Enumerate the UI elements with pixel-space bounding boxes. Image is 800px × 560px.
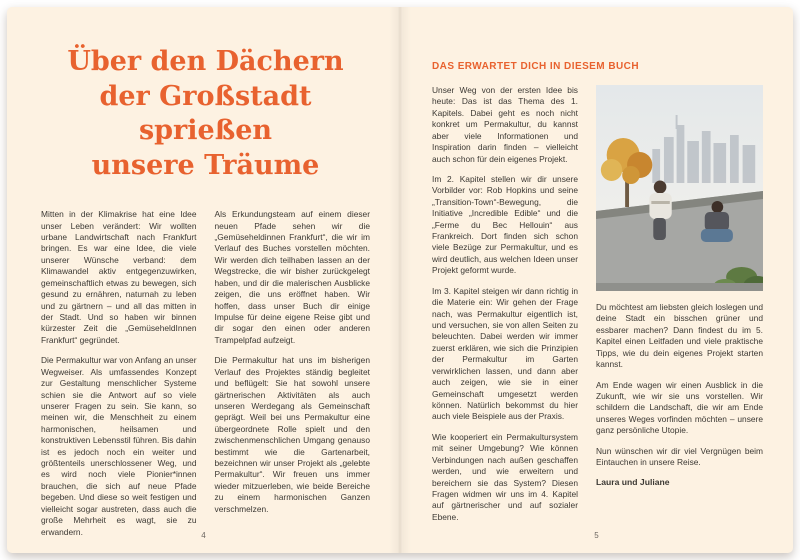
page-title [41, 45, 370, 183]
page-number-left: 4 [201, 531, 206, 540]
paragraph: Als Erkundungsteam auf einem dieser neuen Pfade sehen wir die „Gemüseheldinnen Frankfurt“, die wir im Verlauf des Buches vorstellen möchten. Wir werden dich teilhaben lassen an der Wegstrecke, die wir bisher zurückgelegt haben, und dir die malerischen Ausblicke zeigen, die uns eröffnet haben. Wir hoffen, dass unser Buch dir einige Impulse für deine eigene Reise gibt und dir sogar den einen oder anderen Trampelpfad aufzeigt. [214, 209, 370, 345]
book-spread [7, 7, 793, 553]
right-page-columns [432, 85, 763, 532]
page-number-right: 5 [594, 531, 599, 540]
paragraph: Im 3. Kapitel steigen wir dann richtig in die Materie ein: Wir gehen der Frage nach, was Permakultur eigentlich ist, und versuchen, sie von allen Seiten zu beleuchten. Dabei werden wir immer zuerst erklären, wie sich die Prinzipien der Permakultur im Garten verwirklichen lassen, und dann aber auch zeigen, wie sie in einer Gemeinschaft umgesetzt werden können. Natürlich bekommst du hier auch viele Beispiele aus der Praxis. [432, 285, 578, 422]
paragraph: Wie kooperiert ein Permakultursystem mit seiner Umgebung? Wie können Verbindungen nach außen geschaffen werden, und wie erweitern und bereichern sie das System? Diesen Fragen widmen wir uns im 4. Kapitel auf gärtnerischer und auf sozialer Ebene. [432, 431, 578, 522]
paragraph: Am Ende wagen wir einen Ausblick in die Zukunft, wie wir sie uns vorstellen. Wir schildern die Landschaft, die wir am Ende unseres Weges vorfinden möchten – unsere ganz persönliche Utopie. [596, 379, 763, 436]
left-page-columns [41, 209, 370, 547]
author-signature: Laura und Juliane [596, 477, 670, 488]
paragraph: Du möchtest am liebsten gleich loslegen und deine Stadt ein bisschen grüner und essbarer machen? Dann findest du im 5. Kapitel einen Leitfaden und viele praktische Tipps, wie du dein eigenes Projekt starten kannst. [596, 302, 763, 370]
paragraph: Die Permakultur war von Anfang an unser Wegweiser. Als umfassendes Konzept zur Gestaltung menschlicher Systeme schien sie die Antwort auf so viele unserer Fragen zu sein. Sie kann, so meinen wir, die Menschheit zu einem harmonischen, heilsamen und konstruktiven Lebensstil führen. Bis dahin ist es jedoch noch ein weiter und größtenteils unerschlossener Weg, und es wird noch viele Pionier*innen brauchen, die sich auf neue Pfade begeben. Und diese so weit festigen und vielleicht sogar austreten, dass auch die große Mehrheit es wagt, sie zu erwandern. [41, 355, 197, 537]
left-page-column-1 [41, 209, 197, 547]
right-page [400, 7, 793, 553]
paragraph: Die Permakultur hat uns im bisherigen Verlauf des Projektes ständig begleitet und beflügelt: Sie hat sowohl unsere gärtnerischen Aktivitäten als auch unseren Werdegang als Gemeinschaft geprägt. Weil bei uns Permakultur eine übergeordnete Rolle spielt und den zwischenmenschlichen Umgang genauso bestimmt wie die Gartenarbeit, bezeichnen wir unser Projekt als „gelebte Permakultur“. Wir freuen uns immer wieder mitzuerleben, wie beide Bereiche zu einem harmonischen Ganzen verschmelzen. [214, 355, 370, 514]
paragraph: Im 2. Kapitel stellen wir dir unsere Vorbilder vor: Rob Hopkins und seine „Transition-Town“-Bewegung, die Initiative „Incredible Edible“ und die „Ferme du Bec Hellouin“ aus Frankreich. Dort finden sich schon viele Bezüge zur Permakultur, und es wird deutlich, aus welchen Ideen unser Projekt geformt wurde. [432, 173, 578, 276]
paragraph: Unser Weg von der ersten Idee bis heute: Das ist das Thema des 1. Kapitels. Dabei geht es noch nicht konkret um Permakultur, du kannst aber viele Informationen und Inspiration darin finden – vielleicht auch schon für dein eigenes Projekt. [432, 85, 578, 164]
section-heading: DAS ERWARTET DICH IN DIESEM BUCH [432, 61, 640, 72]
rooftop-photo [596, 85, 763, 291]
title-line-2: der Großstadt sprießen [99, 80, 312, 147]
left-page-column-2 [215, 209, 371, 524]
paragraph: Mitten in der Klimakrise hat eine Idee unser Leben verändert: Wir wollten urbane Landwirtschaft nach Frankfurt bringen. Es war eine Idee, die viele unserer Wünsche verband: dem Klimawandel aktiv entgegenzuwirken, gemeinschaftlich etwas zu bewegen, sich gesund zu ernähren, naturnah zu leben und zu gärtnern – und all das mitten in der Stadt. Und so haben wir binnen kürzester Zeit die „GemüseheldInnen Frankfurt“ gegründet. [41, 209, 197, 345]
title-line-1: Über den Dächern [67, 46, 344, 77]
deck-foreground [596, 283, 763, 291]
paragraph: Nun wünschen wir dir viel Vergnügen beim Eintauchen in unsere Reise. [596, 445, 763, 468]
title-line-3: unsere Träume [91, 149, 320, 181]
right-page-column-2 [596, 85, 763, 487]
right-page-column-1 [432, 85, 578, 532]
left-page [7, 7, 400, 553]
